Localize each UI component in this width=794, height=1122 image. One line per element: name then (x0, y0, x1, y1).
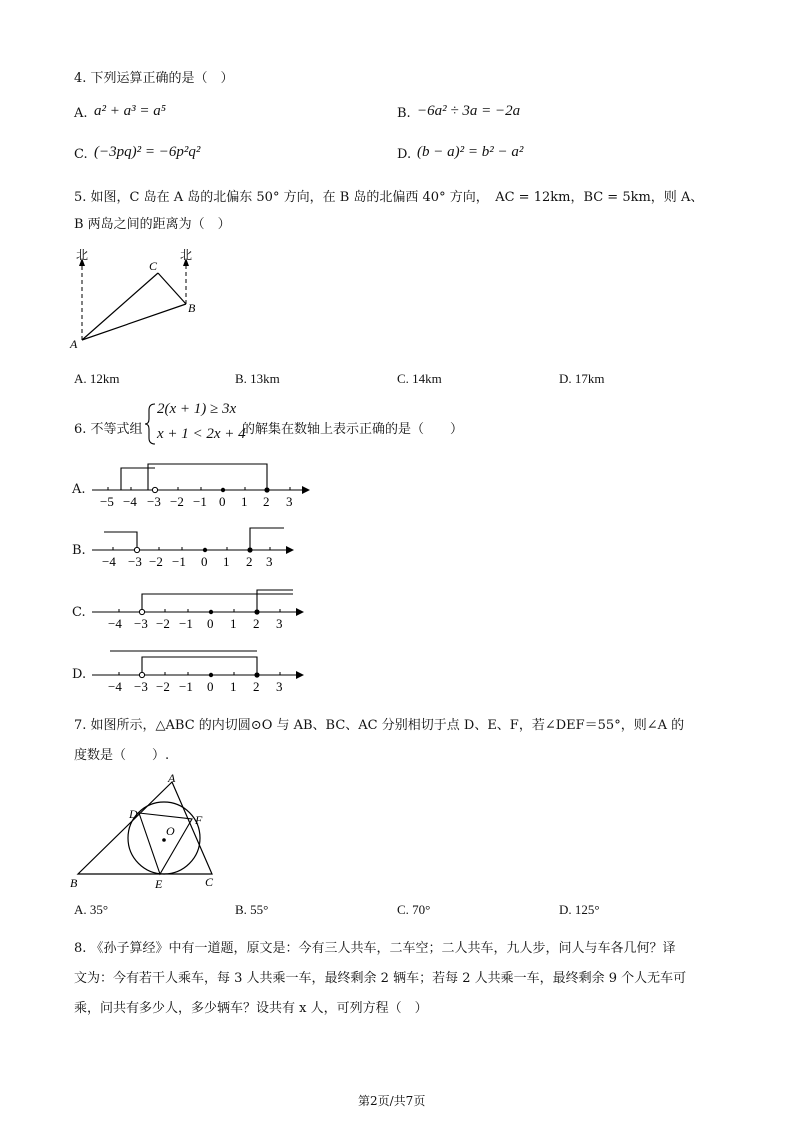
tick-label: 0 (207, 616, 214, 631)
q7-figure (68, 768, 228, 893)
north-label-a: 北 (76, 248, 89, 262)
open-point (152, 487, 157, 492)
q5-stem-line1: 5. 如图，C 岛在 A 岛的北偏东 50° 方向，在 B 岛的北偏西 40° 方向， AC = 12km，BC = 5km，则 A、 (74, 190, 704, 205)
tick-label: −4 (108, 679, 122, 694)
tick-label: 0 (201, 554, 208, 569)
tick-label: 1 (223, 554, 230, 569)
tick-label: 2 (253, 679, 260, 694)
tick-label: −4 (123, 494, 137, 509)
q6-inequality-1: 2(x + 1) ≥ 3x (157, 401, 237, 417)
q7-option-c: C. 70° (397, 902, 431, 917)
solution-ray-left (121, 468, 155, 490)
q4-option-b-label: B. (397, 106, 411, 121)
open-point (134, 547, 139, 552)
solution-ray-left (104, 532, 137, 550)
q7-option-a: A. 35° (74, 902, 109, 917)
point-label-b: B (188, 301, 196, 315)
tick-label: 1 (241, 494, 248, 509)
q6-option-a-label: A. (72, 482, 86, 497)
tick-label: −1 (179, 679, 193, 694)
tick-label: −2 (149, 554, 163, 569)
q6-option-d-label: D. (72, 667, 87, 682)
open-point (139, 609, 144, 614)
axis-arrow-icon (286, 546, 294, 554)
q5-option-c: C. 14km (397, 371, 442, 386)
solution-segment (142, 657, 257, 675)
tick-label: 0 (207, 679, 214, 694)
q5-option-a: A. 12km (74, 371, 120, 386)
tick-label: −1 (179, 616, 193, 631)
closed-point (264, 487, 269, 492)
tick-label: 3 (266, 554, 273, 569)
point-label-d: D (129, 807, 138, 821)
tick-label: −2 (156, 679, 170, 694)
q8-line1: 8. 《孙子算经》中有一道题，原文是：今有三人共车，二车空；二人共车，九人步，问人与车各几何？译 (74, 941, 676, 956)
tick-label: −1 (193, 494, 207, 509)
q4-option-c-expr: (−3pq)² = −6p²q² (94, 144, 201, 160)
q5-figure (66, 244, 206, 354)
q8-line2: 文为：今有若干人乘车，每 3 人共乘一车，最终剩余 2 辆车；若每 2 人共乘一车，最终剩余 9 个人无车可 (74, 971, 687, 986)
tick-label: 3 (286, 494, 293, 509)
numberline-a (90, 455, 315, 510)
q5-option-b: B. 13km (235, 371, 280, 386)
point-label-e: E (155, 877, 163, 891)
tick-label: −2 (156, 616, 170, 631)
solution-ray-right (148, 464, 267, 490)
tick-label: −2 (170, 494, 184, 509)
point-label-c: C (205, 875, 214, 889)
q6-prefix: 6. 不等式组 (74, 422, 143, 437)
tick-label: 2 (263, 494, 270, 509)
tick-label: 0 (219, 494, 226, 509)
segment-cb (158, 273, 186, 304)
q7-option-d: D. 125° (559, 902, 600, 917)
q8-line3: 乘，问共有多少人，多少辆车？设共有 x 人，可列方程（ ） (74, 1001, 428, 1016)
numberline-c (90, 580, 315, 635)
q7-stem-line1: 7. 如图所示，△ABC 的内切圆⊙O 与 AB、BC、AC 分别相切于点 D、E、F，若∠DEF＝55°，则∠A 的 (74, 718, 685, 733)
axis-arrow-icon (296, 671, 304, 679)
q6-suffix: 的解集在数轴上表示正确的是（ ） (242, 422, 464, 437)
point-label-c: C (149, 259, 158, 273)
q4-option-b-expr: −6a² ÷ 3a = −2a (417, 103, 521, 119)
point-label-a: A (168, 771, 176, 785)
closed-point (254, 609, 259, 614)
point-label-b: B (70, 876, 78, 890)
q4-option-d-label: D. (397, 147, 412, 162)
tick-label: 3 (276, 679, 283, 694)
q4-stem: 4. 下列运算正确的是（ ） (74, 71, 234, 86)
tick-label: −5 (100, 494, 114, 509)
q4-option-a-label: A. (74, 106, 88, 121)
solution-ray-2 (257, 590, 293, 612)
q5-option-d: D. 17km (559, 371, 605, 386)
origin-dot (221, 488, 225, 492)
tick-label: −4 (108, 616, 122, 631)
axis-arrow-icon (296, 608, 304, 616)
point-label-a: A (70, 337, 78, 351)
tick-label: 2 (246, 554, 253, 569)
q6-option-b-label: B. (72, 543, 86, 558)
origin-dot (209, 610, 213, 614)
open-point (139, 672, 144, 677)
tick-label: −3 (128, 554, 142, 569)
tick-label: −4 (102, 554, 116, 569)
solution-ray-right (250, 528, 284, 550)
q4-option-a-expr: a² + a³ = a⁵ (94, 103, 166, 119)
axis-arrow-icon (302, 486, 310, 494)
origin-dot (203, 548, 207, 552)
page-footer: 第2页/共7页 (358, 1094, 426, 1108)
q6-brace-icon (144, 402, 158, 446)
q4-option-d-expr: (b − a)² = b² − a² (417, 144, 524, 160)
q6-inequality-2: x + 1 < 2x + 4 (157, 426, 246, 442)
segment-ac (82, 273, 158, 340)
segment-ab (82, 304, 186, 340)
tick-label: 1 (230, 679, 237, 694)
tick-label: 3 (276, 616, 283, 631)
north-label-b: 北 (180, 248, 193, 262)
tick-label: −3 (134, 679, 148, 694)
numberline-b (90, 518, 305, 573)
tick-label: −3 (134, 616, 148, 631)
tick-label: 1 (230, 616, 237, 631)
point-label-o: O (166, 824, 175, 838)
q7-stem-line2: 度数是（ ）. (74, 748, 170, 763)
q4-option-c-label: C. (74, 147, 88, 162)
tick-label: −1 (172, 554, 186, 569)
origin-dot (209, 673, 213, 677)
numberline-d (90, 643, 315, 698)
point-label-f: F (195, 813, 203, 827)
closed-point (254, 672, 259, 677)
triangle-def (139, 813, 192, 874)
q6-option-c-label: C. (72, 605, 86, 620)
q7-option-b: B. 55° (235, 902, 269, 917)
closed-point (247, 547, 252, 552)
center-dot (162, 838, 166, 842)
q5-stem-line2: B 两岛之间的距离为（ ） (74, 217, 231, 232)
tick-label: 2 (253, 616, 260, 631)
tick-label: −3 (147, 494, 161, 509)
